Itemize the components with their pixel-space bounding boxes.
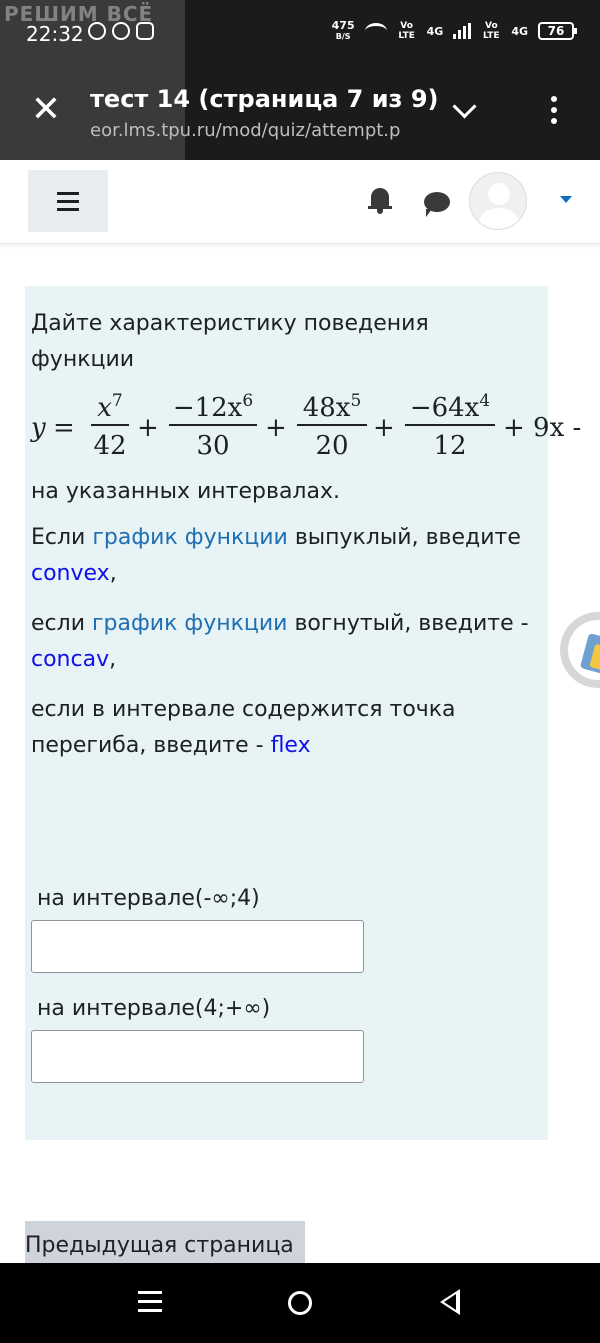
function-graph-link[interactable]: график функции	[92, 525, 288, 550]
formula-eq: =	[53, 413, 75, 443]
net-speed: 475 B/S	[331, 19, 355, 41]
system-navigation-bar	[0, 1263, 600, 1343]
plus-sign: +	[137, 413, 159, 443]
rule-concav: если график функции вогнутый, введите - concav,	[31, 611, 529, 672]
fraction-2: $\frac{-12x^6}{30}$	[169, 390, 257, 464]
interval-1-label: на интервале(-∞;4)	[37, 886, 260, 911]
sim1-label: Vo LTE	[398, 21, 415, 41]
menu-toggle-button[interactable]	[28, 170, 108, 232]
rule-flex: если в интервале содержится точка перегиба, введите - flex	[31, 697, 456, 758]
home-icon[interactable]	[288, 1291, 312, 1315]
plus-sign: +	[265, 413, 287, 443]
chevron-down-icon[interactable]	[450, 96, 480, 126]
question-intro: Дайте характеристику поведения функции	[31, 311, 429, 372]
status-time: 22:32	[26, 22, 84, 46]
plus-sign: +	[373, 413, 395, 443]
sim1-tech: 4G	[426, 24, 444, 38]
rule-convex: Если график функции выпуклый, введите convex,	[31, 525, 521, 586]
avatar[interactable]	[469, 172, 527, 230]
instagram-icon	[136, 22, 154, 40]
recent-apps-icon[interactable]	[138, 1291, 162, 1313]
keyword-convex: convex	[31, 561, 110, 586]
interval-2-label: на интервале(4;+∞)	[37, 996, 271, 1021]
sim2-tech: 4G	[511, 24, 528, 38]
interval-2-answer-input[interactable]	[31, 1030, 364, 1083]
formula-lhs: y	[31, 413, 46, 443]
interval-1-answer-input[interactable]	[31, 920, 364, 973]
intervals-note: на указанных интервалах.	[31, 479, 340, 504]
function-graph-link[interactable]: график функции	[91, 611, 288, 636]
notification-icons	[88, 22, 154, 40]
function-formula	[31, 390, 591, 470]
floating-notes-icon[interactable]	[560, 612, 600, 688]
back-icon[interactable]	[440, 1289, 460, 1315]
fraction-3: $\frac{48x^5}{20}$	[297, 390, 367, 464]
fraction-1: $\frac{x^7}{42}$	[91, 390, 129, 464]
fraction-4: $\frac{-64x^4}{12}$	[405, 390, 495, 464]
chat-icon[interactable]	[424, 192, 450, 212]
page-title: тест 14 (страница 7 из 9)	[90, 85, 439, 113]
keyword-flex: flex	[270, 733, 311, 758]
question-box	[25, 286, 582, 1140]
more-options-icon[interactable]	[548, 96, 560, 130]
page-url[interactable]: eor.lms.tpu.ru/mod/quiz/attempt.p	[90, 120, 401, 141]
previous-page-label: Предыдущая страница	[25, 1233, 294, 1258]
notification-icon	[88, 22, 106, 40]
site-navbar	[0, 160, 600, 244]
battery-icon: 76	[538, 22, 574, 40]
signal-icon	[453, 23, 471, 39]
watermark: РЕШИМ ВСЁ	[4, 2, 154, 26]
user-menu-caret-icon[interactable]	[560, 196, 572, 203]
bell-icon[interactable]	[368, 186, 392, 214]
close-tab-button[interactable]: ✕	[30, 89, 62, 130]
status-right	[332, 20, 574, 42]
notification-icon	[112, 22, 130, 40]
keyword-concav: concav	[31, 647, 110, 672]
sim2-label: Vo LTE	[483, 21, 500, 41]
formula-tail: + 9x -	[503, 413, 582, 443]
wifi-icon	[365, 23, 387, 39]
status-and-browser-bar	[0, 0, 600, 160]
